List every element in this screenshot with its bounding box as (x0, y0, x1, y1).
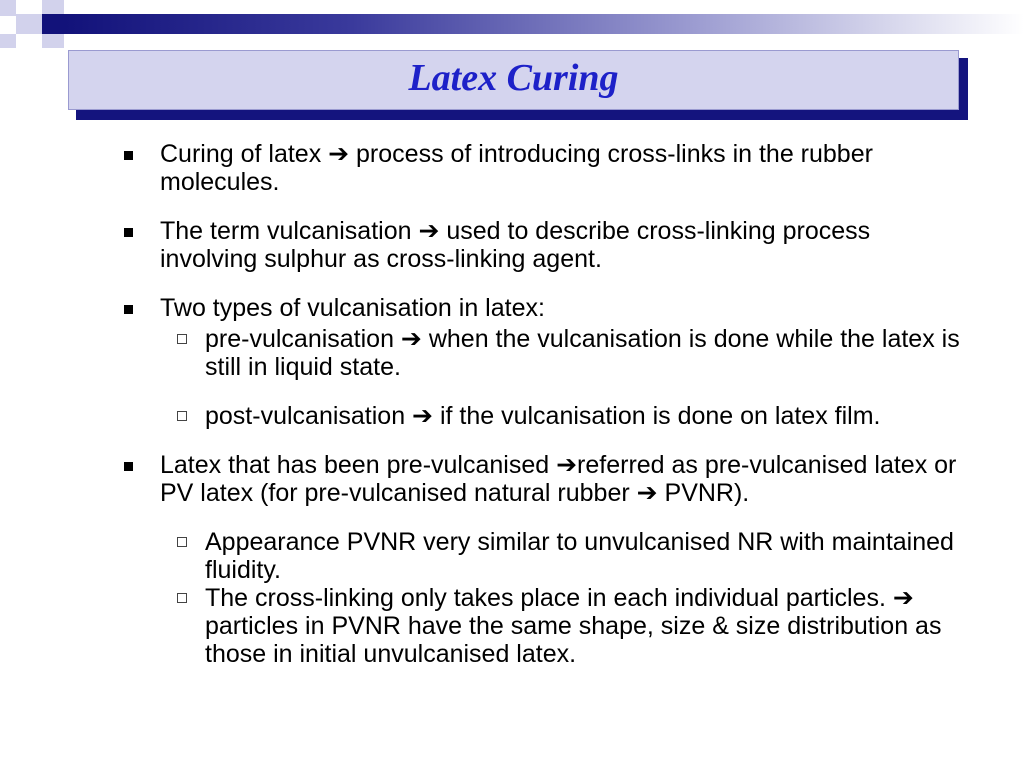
sub-bullet-text: pre-vulcanisation ➔ when the vulcanisation is done while the latex is still in liquid state. (205, 325, 960, 381)
sub-bullet-item (120, 528, 960, 584)
hollow-square-bullet-icon (177, 411, 187, 421)
square-bullet-icon (124, 228, 133, 237)
sub-bullet-text: Appearance PVNR very similar to unvulcanised NR with maintained fluidity. (205, 528, 954, 584)
bullet-item (120, 217, 960, 273)
slide-title: Latex Curing (408, 57, 619, 99)
bullet-item (120, 294, 960, 322)
square-bullet-icon (124, 151, 133, 160)
title-box (68, 50, 959, 110)
decorative-square (16, 14, 42, 34)
bullet-item (120, 140, 960, 196)
square-bullet-icon (124, 305, 133, 314)
decorative-square (42, 14, 64, 34)
hollow-square-bullet-icon (177, 593, 187, 603)
bullet-item (120, 451, 960, 507)
hollow-square-bullet-icon (177, 334, 187, 344)
header-gradient-bar (64, 14, 1024, 34)
slide-content (120, 140, 960, 668)
sub-bullet-item (120, 402, 960, 430)
bullet-text: Two types of vulcanisation in latex: (160, 294, 545, 322)
decorative-square (0, 0, 16, 16)
hollow-square-bullet-icon (177, 537, 187, 547)
square-bullet-icon (124, 462, 133, 471)
sub-bullet-item (120, 584, 960, 668)
decorative-square (0, 34, 16, 48)
sub-bullet-item (120, 325, 960, 381)
sub-bullet-text: post-vulcanisation ➔ if the vulcanisation is done on latex film. (205, 402, 881, 430)
bullet-text: Latex that has been pre-vulcanised ➔referred as pre-vulcanised latex or PV latex (for pre-vulcanised natural rubber ➔ PVNR). (160, 451, 957, 507)
bullet-text: Curing of latex ➔ process of introducing cross-links in the rubber molecules. (160, 140, 873, 196)
sub-bullet-text: The cross-linking only takes place in each individual particles. ➔ particles in PVNR have the same shape, size & size distribution as those in initial unvulcanised latex. (205, 584, 942, 668)
bullet-text: The term vulcanisation ➔ used to describe cross-linking process involving sulphur as cross-linking agent. (160, 217, 871, 273)
decorative-square (42, 34, 64, 48)
